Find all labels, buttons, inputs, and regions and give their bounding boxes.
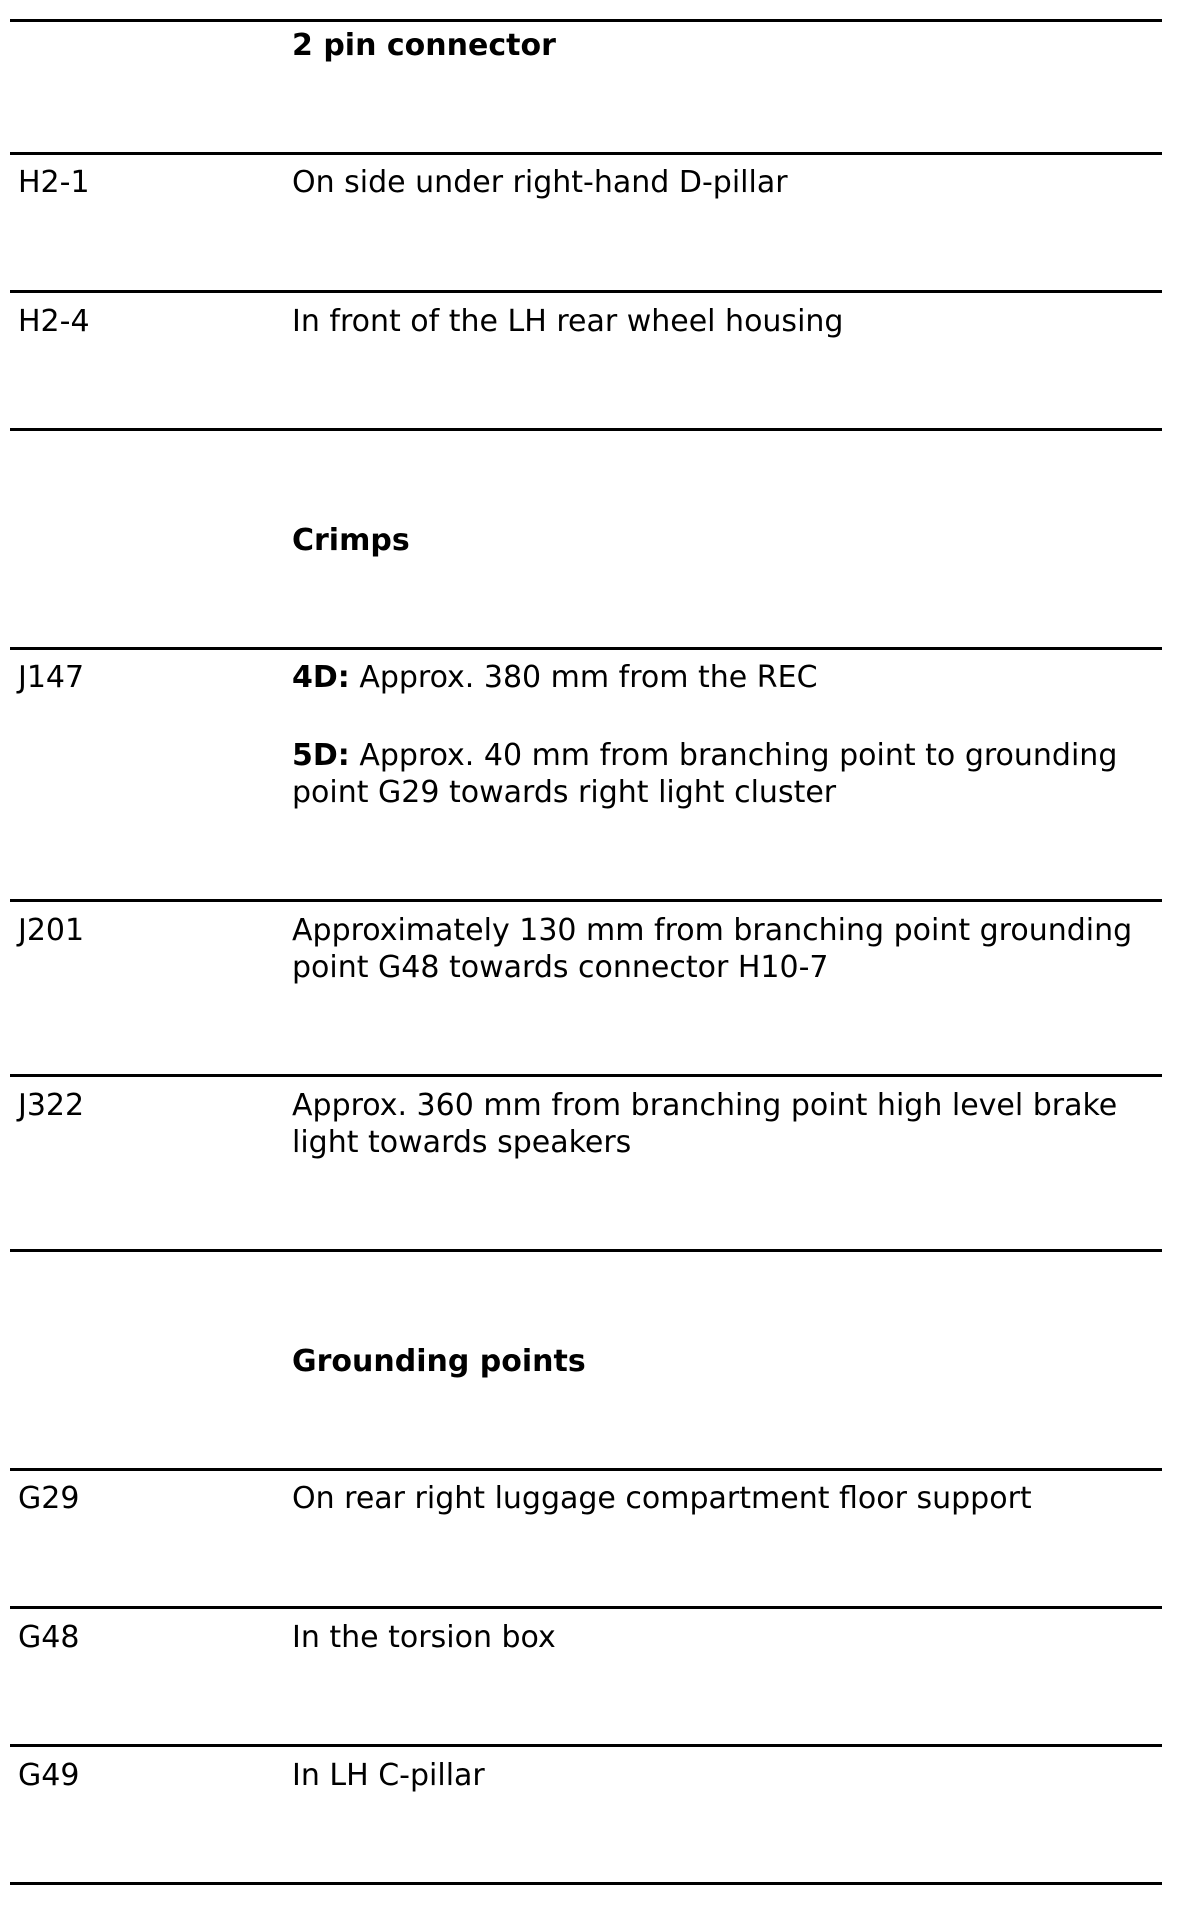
component-code: H2-1: [18, 165, 90, 200]
table-rule: [10, 1744, 1162, 1747]
component-code: J201: [18, 913, 85, 948]
component-code: J147: [18, 660, 85, 695]
table-rule: [10, 19, 1162, 22]
table-rule: [10, 290, 1162, 293]
table-rule: [10, 899, 1162, 902]
table-rule: [10, 1249, 1162, 1252]
section-heading-2-pin-connector: 2 pin connector: [292, 28, 556, 63]
location-description: On rear right luggage compartment floor support: [292, 1481, 1032, 1516]
table-rule: [10, 1606, 1162, 1609]
table-rule: [10, 1468, 1162, 1471]
table-rule: [10, 1882, 1162, 1885]
note-text: Approx. 380 mm from the REC: [359, 660, 818, 695]
location-description: In the torsion box: [292, 1620, 556, 1655]
table-rule: [10, 152, 1162, 155]
note-text: Approx. 40 mm from branching point to grounding point G29 towards right light cluster: [292, 738, 1118, 810]
component-code: G49: [18, 1758, 80, 1793]
component-code: H2-4: [18, 304, 90, 339]
note-label: 5D:: [292, 738, 350, 773]
table-rule: [10, 428, 1162, 431]
location-note-5d: [292, 737, 1160, 811]
component-code: G29: [18, 1481, 80, 1516]
location-description: Approximately 130 mm from branching point grounding point G48 towards connector H10-7: [292, 913, 1133, 985]
table-rule: [10, 647, 1162, 650]
component-code: J322: [18, 1088, 85, 1123]
section-heading-crimps: Crimps: [292, 523, 410, 558]
component-code: G48: [18, 1620, 80, 1655]
location-description: Approx. 360 mm from branching point high level brake light towards speakers: [292, 1088, 1118, 1160]
table-rule: [10, 1074, 1162, 1077]
note-label: 4D:: [292, 660, 350, 695]
location-note-4d: [292, 659, 1160, 696]
section-heading-grounding-points: Grounding points: [292, 1344, 586, 1379]
location-description: In LH C-pillar: [292, 1758, 485, 1793]
location-description: In front of the LH rear wheel housing: [292, 304, 844, 339]
location-description: On side under right-hand D-pillar: [292, 165, 788, 200]
